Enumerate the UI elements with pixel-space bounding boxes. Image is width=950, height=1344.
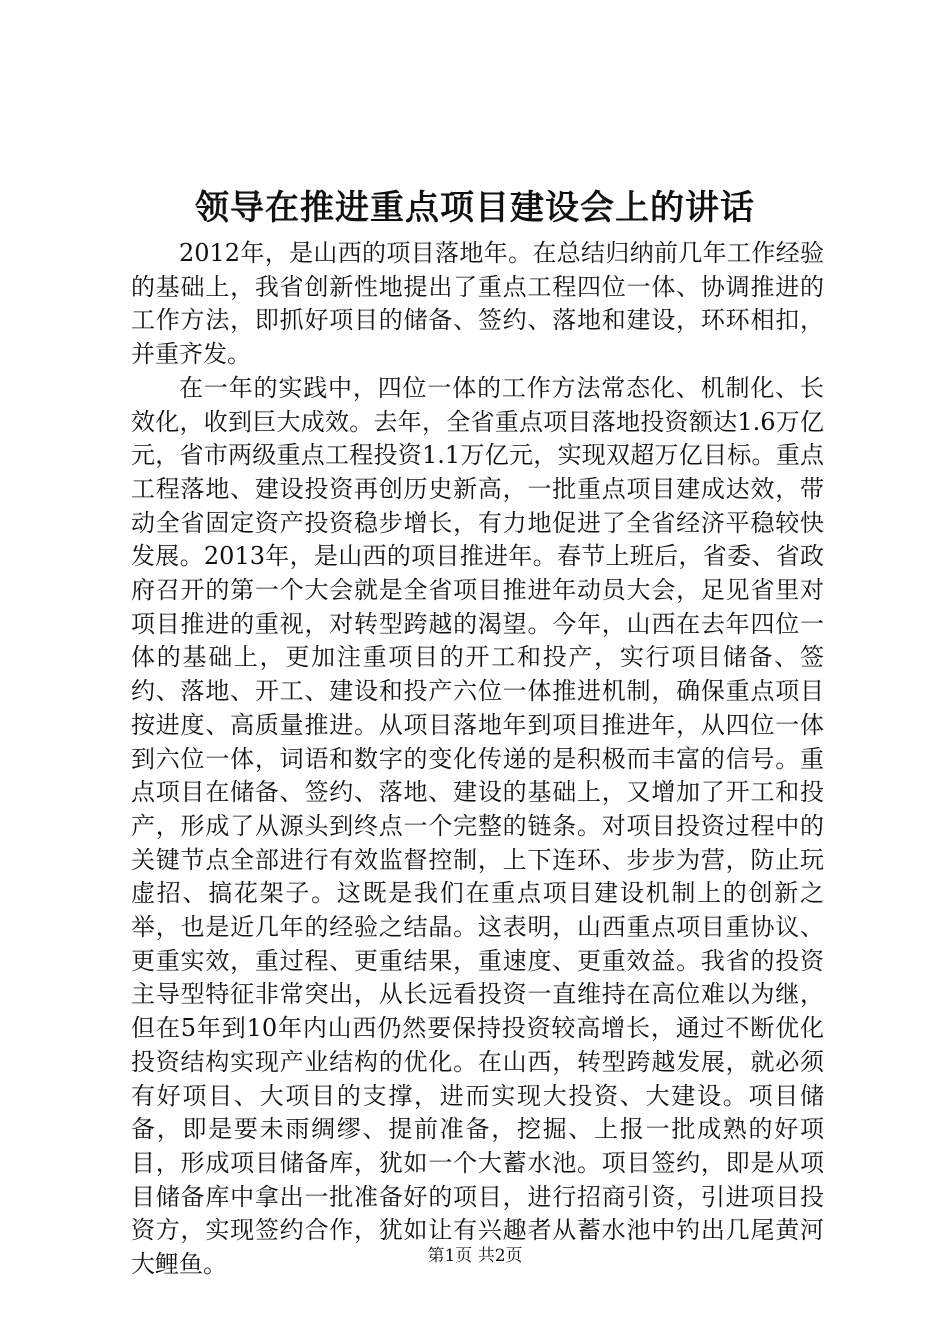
page-footer: 第1页 共2页: [427, 1246, 523, 1266]
paragraph-2: 在一年的实践中，四位一体的工作方法常态化、机制化、长效化，收到巨大成效。去年，全省重点项目落地投资额达1.6万亿元，省市两级重点工程投资1.1万亿元，实现双超万亿目标。重点工程落地、建设投资再创历史新高，一批重点项目建成达效，带动全省固定资产投资稳步增长，有力地促进了全省经济平稳较快发展。2013年，是山西的项目推进年。春节上班后，省委、省政府召开的第一个大会就是全省项目推进年动员大会，足见省里对项目推进的重视，对转型跨越的渴望。今年，山西在去年四位一体的基础上，更加注重项目的开工和投产，实行项目储备、签约、落地、开工、建设和投产六位一体推进机制，确保重点项目按进度、高质量推进。从项目落地年到项目推进年，从四位一体到六位一体，词语和数字的变化传递的是积极而丰富的信号。重点项目在储备、签约、落地、建设的基础上，又增加了开工和投产，形成了从源头到终点一个完整的链条。对项目投资过程中的关键节点全部进行有效监督控制，上下连环、步步为营，防止玩虚招、搞花架子。这既是我们在重点项目建设机制上的创新之举，也是近几年的经验之结晶。这表明，山西重点项目重协议、更重实效，重过程、更重结果，重速度、更重效益。我省的投资主导型特征非常突出，从长远看投资一直维持在高位难以为继，但在5年到10年内山西仍然要保持投资较高增长，通过不断优化投资结构实现产业结构的优化。在山西，转型跨越发展，就必须有好项目、大项目的支撑，进而实现大投资、大建设。项目储备，即是要未雨绸缪、提前准备，挖掘、上报一批成熟的好项目，形成项目储备库，犹如一个大蓄水池。项目签约，即是从项目储备库中拿出一批准备好的项目，进行招商引资，引进项目投资方，实现签约合作，犹如让有兴趣者从蓄水池中钓出几尾黄河大鲤鱼。: [131, 373, 824, 1279]
paragraph-1: 2012年，是山西的项目落地年。在总结归纳前几年工作经验的基础上，我省创新性地提出了重点工程四位一体、协调推进的工作方法，即抓好项目的储备、签约、落地和建设，环环相扣，并重齐发。: [131, 239, 824, 369]
document-body: [131, 237, 824, 1282]
document-title: 领导在推进重点项目建设会上的讲话: [195, 188, 755, 228]
